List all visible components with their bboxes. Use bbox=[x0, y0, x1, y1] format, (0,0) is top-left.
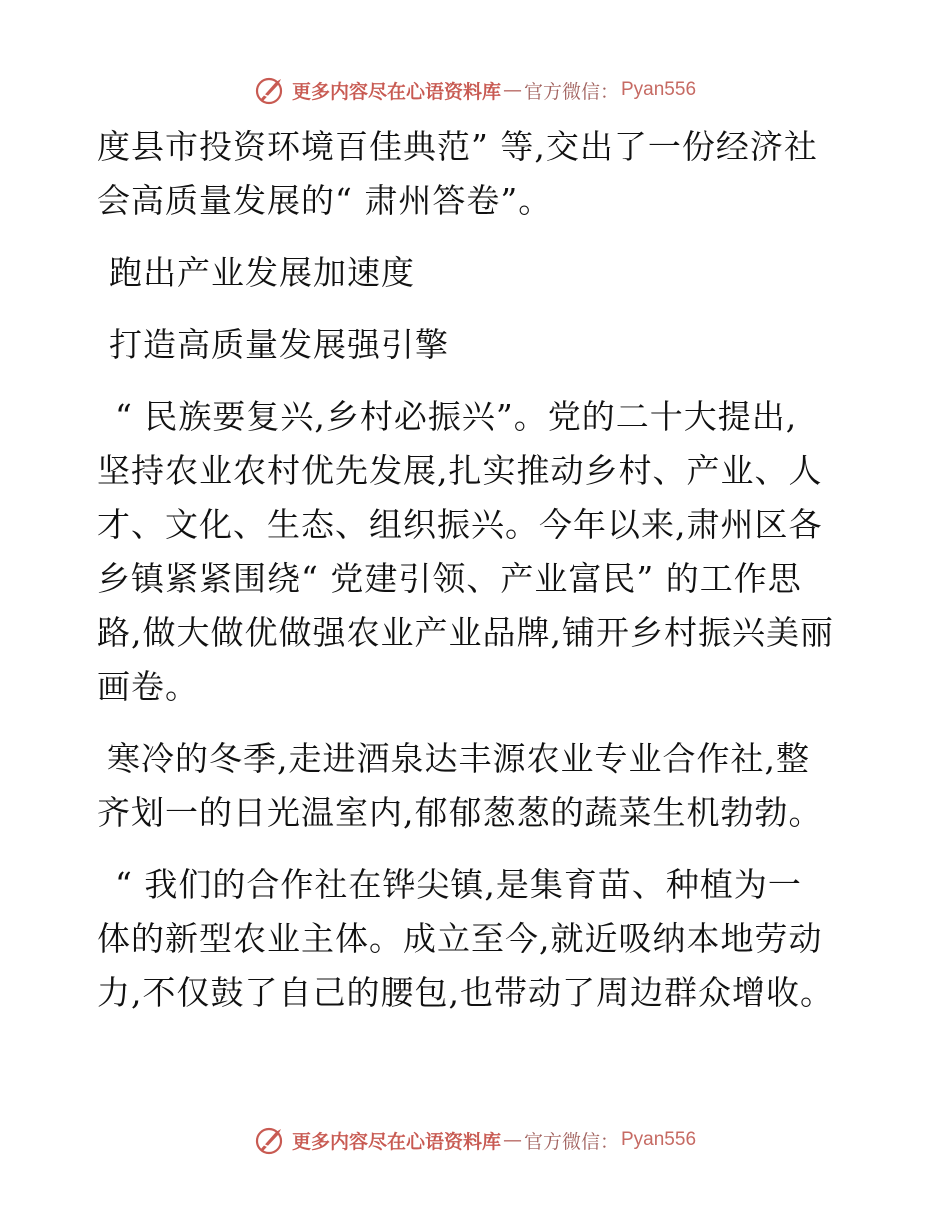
quill-pen-logo-icon bbox=[254, 74, 286, 106]
promo-text: 更多内容尽在心语资料库 bbox=[291, 1130, 501, 1153]
wechat-id: Pyan556 bbox=[621, 1129, 697, 1150]
paragraph-3 bbox=[97, 732, 857, 840]
text-line: 度县市投资环境百佳典范” 等,交出了一份经济社 bbox=[97, 127, 818, 166]
article-body bbox=[97, 120, 857, 1038]
heading-text: 跑出产业发展加速度 bbox=[109, 253, 415, 292]
paragraph-2 bbox=[97, 390, 857, 714]
paragraph-4 bbox=[97, 858, 857, 1020]
text-line: 力,不仅鼓了自己的腰包,也带动了周边群众增收。 bbox=[97, 973, 834, 1012]
quill-pen-logo-icon bbox=[254, 1124, 286, 1156]
promo-text: 更多内容尽在心语资料库 bbox=[291, 80, 501, 103]
official-wechat-label: 官方微信： bbox=[523, 1130, 619, 1153]
text-line: “ 我们的合作社在铧尖镇,是集育苗、种植为一 bbox=[115, 865, 802, 904]
text-line: 寒冷的冬季,走进酒泉达丰源农业专业合作社,整 bbox=[107, 739, 810, 778]
heading-text: 打造高质量发展强引擎 bbox=[109, 325, 449, 364]
header-banner bbox=[0, 70, 950, 110]
text-line: 才、文化、生态、组织振兴。今年以来,肃州区各 bbox=[97, 505, 823, 544]
text-line: 坚持农业农村优先发展,扎实推动乡村、产业、人 bbox=[97, 451, 823, 490]
banner-separator: — bbox=[502, 79, 522, 101]
banner-separator: — bbox=[502, 1129, 522, 1151]
wechat-id: Pyan556 bbox=[621, 79, 697, 100]
text-line: 路,做大做优做强农业产业品牌,铺开乡村振兴美丽 bbox=[97, 613, 834, 652]
text-line: 乡镇紧紧围绕“ 党建引领、产业富民” 的工作思 bbox=[97, 559, 802, 598]
text-line: “ 民族要复兴,乡村必振兴”。党的二十大提出, bbox=[115, 397, 798, 436]
text-line: 画卷。 bbox=[97, 667, 199, 706]
official-wechat-label: 官方微信： bbox=[523, 80, 619, 103]
text-line: 齐划一的日光温室内,郁郁葱葱的蔬菜生机勃勃。 bbox=[97, 793, 823, 832]
footer-banner bbox=[0, 1120, 950, 1160]
text-line: 体的新型农业主体。成立至今,就近吸纳本地劳动 bbox=[97, 919, 823, 958]
text-line: 会高质量发展的“ 肃州答卷”。 bbox=[97, 181, 553, 220]
section-heading-2 bbox=[97, 318, 857, 372]
paragraph-1 bbox=[97, 120, 857, 228]
section-heading-1 bbox=[97, 246, 857, 300]
